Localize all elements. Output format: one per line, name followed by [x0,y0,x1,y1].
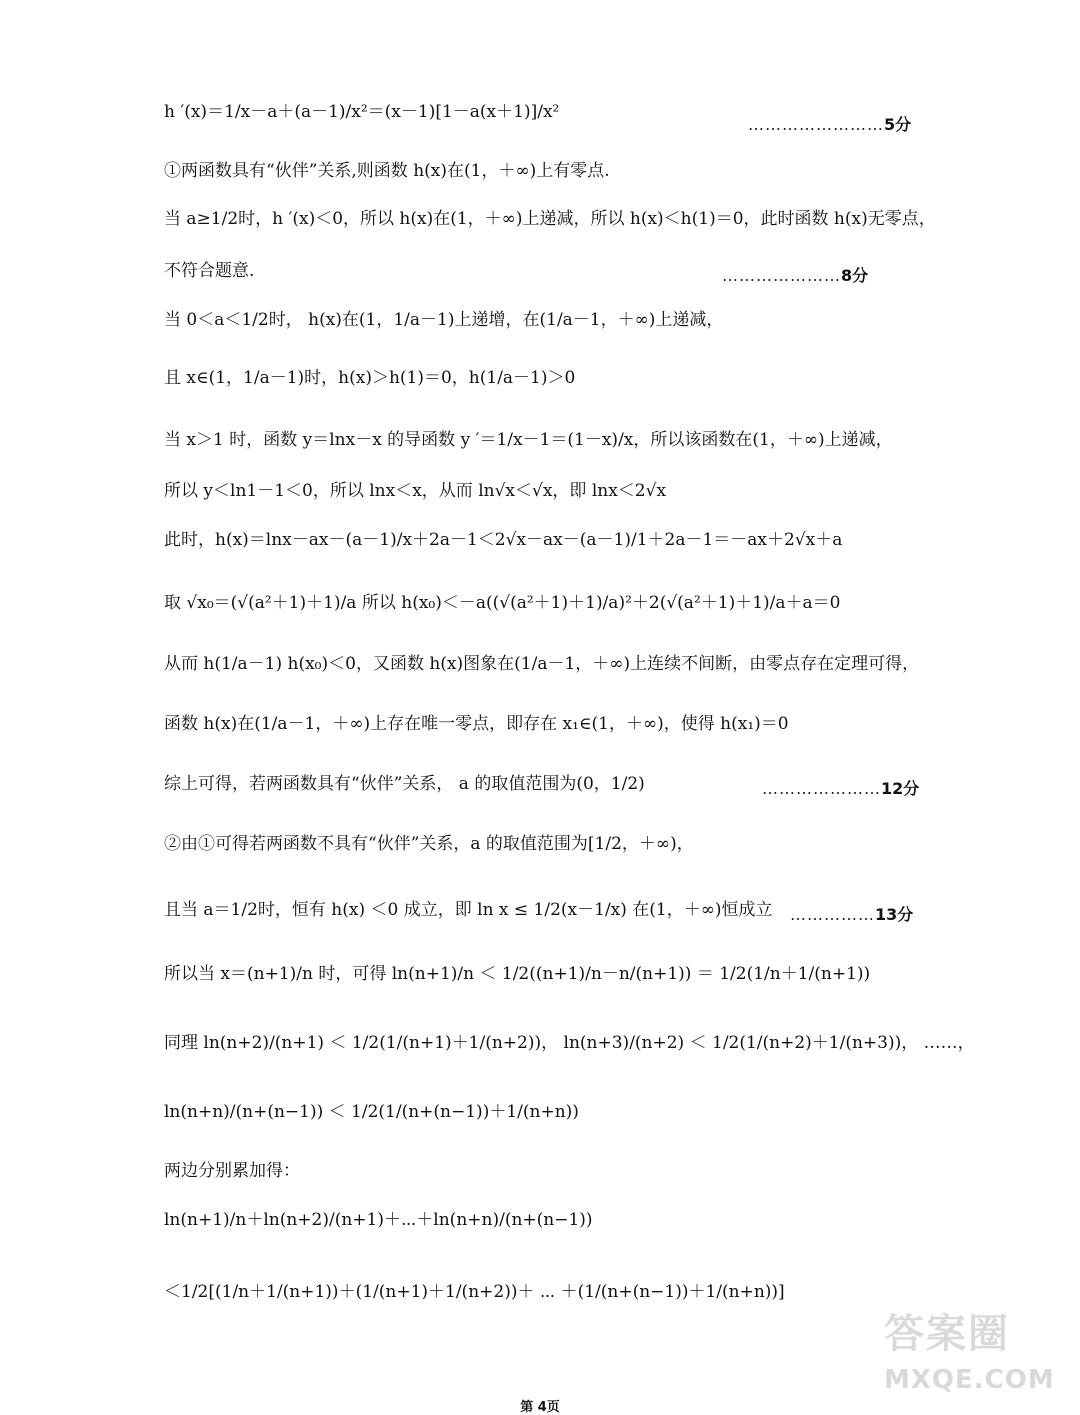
text-line-2: ①两函数具有“伙伴”关系,则函数 h(x)在(1，＋∞)上有零点. [164,161,610,181]
watermark-bottom: MXQE.COM [884,1365,1055,1395]
score-marker-12 [762,776,919,799]
text-line-20: ln(n+1)/n＋ln(n+2)/(n+1)＋⋯＋ln(n+n)/(n+(n−1)) [164,1210,593,1230]
text-line-6: 且 x∈(1，1/a－1)时，h(x)＞h(1)＝0，h(1/a－1)＞0 [164,368,576,388]
score-13: 13分 [875,905,914,924]
text-line-17: 同理 ln(n+2)/(n+1) ＜ 1/2(1/(n+1)＋1/(n+2))， ln(n+3)/(n+2) ＜ 1/2(1/(n+2)＋1/(n+3))， ……， [164,1033,975,1053]
score-8: 8分 [841,266,869,285]
score-dots: …………… [790,905,875,924]
score-dots: ………………… [762,779,881,798]
text-line-12: 函数 h(x)在(1/a－1，＋∞)上存在唯一零点，即存在 x₁∈(1，＋∞)，使得 h(x₁)＝0 [164,714,789,734]
text-line-10: 取 √x₀＝(√(a²＋1)＋1)/a 所以 h(x₀)＜－a((√(a²＋1)＋1)/a)²＋2(√(a²＋1)＋1)/a＋a＝0 [164,593,841,613]
score-marker-8 [722,263,868,286]
score-marker-13 [790,902,913,925]
text-line-7: 当 x＞1 时，函数 y＝lnx－x 的导函数 y ′＝1/x－1＝(1－x)/x，所以该函数在(1，＋∞)上递减， [164,430,893,450]
page-number: 第 4页 [520,1400,560,1415]
score-dots: ………………… [722,266,841,285]
text-line-3: 当 a≥1/2时，h ′(x)＜0，所以 h(x)在(1，＋∞)上递减，所以 h(x)＜h(1)＝0，此时函数 h(x)无零点， [164,209,936,229]
text-line-14: ②由①可得若两函数不具有“伙伴”关系，a 的取值范围为[1/2，＋∞)， [164,834,694,854]
watermark-logo [884,1302,1054,1410]
score-5: 5分 [884,115,912,134]
text-line-19: 两边分别累加得： [164,1161,300,1181]
score-dots: …………………… [748,115,884,134]
text-line-8: 所以 y＜ln1－1＜0，所以 lnx＜x，从而 ln√x＜√x，即 lnx＜2√x [164,481,667,501]
text-line-9: 此时，h(x)＝lnx－ax－(a－1)/x＋2a－1＜2√x－ax－(a－1)/1＋2a－1＝－ax＋2√x＋a [164,530,843,550]
text-line-11: 从而 h(1/a－1) h(x₀)＜0，又函数 h(x)图象在(1/a－1，＋∞)上连续不间断，由零点存在定理可得， [164,654,920,674]
text-line-16: 所以当 x＝(n+1)/n 时，可得 ln(n+1)/n ＜ 1/2((n+1)/n－n/(n+1)) ＝ 1/2(1/n＋1/(n+1)) [164,964,871,984]
text-line-13: 综上可得，若两函数具有“伙伴”关系， a 的取值范围为(0，1/2) [164,774,645,794]
score-marker-5 [748,112,911,135]
text-line-18: ln(n+n)/(n+(n−1)) ＜ 1/2(1/(n+(n−1))＋1/(n+n)) [164,1102,579,1122]
watermark-top: 答案圈 [884,1311,1010,1357]
text-line-21: ＜1/2[(1/n＋1/(n+1))＋(1/(n+1)＋1/(n+2))＋ ⋯ ＋(1/(n+(n−1))＋1/(n+n))] [164,1282,785,1302]
text-line-4: 不符合题意. [164,261,255,281]
formula-h-derivative: h ′(x)＝1/x－a＋(a－1)/x²＝(x－1)[1－a(x＋1)]/x² [164,102,560,122]
text-line-5: 当 0＜a＜1/2时， h(x)在(1，1/a－1)上递增，在(1/a－1，＋∞)上递减， [164,310,724,330]
text-line-15: 且当 a＝1/2时，恒有 h(x) ＜0 成立，即 ln x ≤ 1/2(x－1/x) 在(1，＋∞)恒成立 [164,900,773,920]
score-12: 12分 [881,779,920,798]
